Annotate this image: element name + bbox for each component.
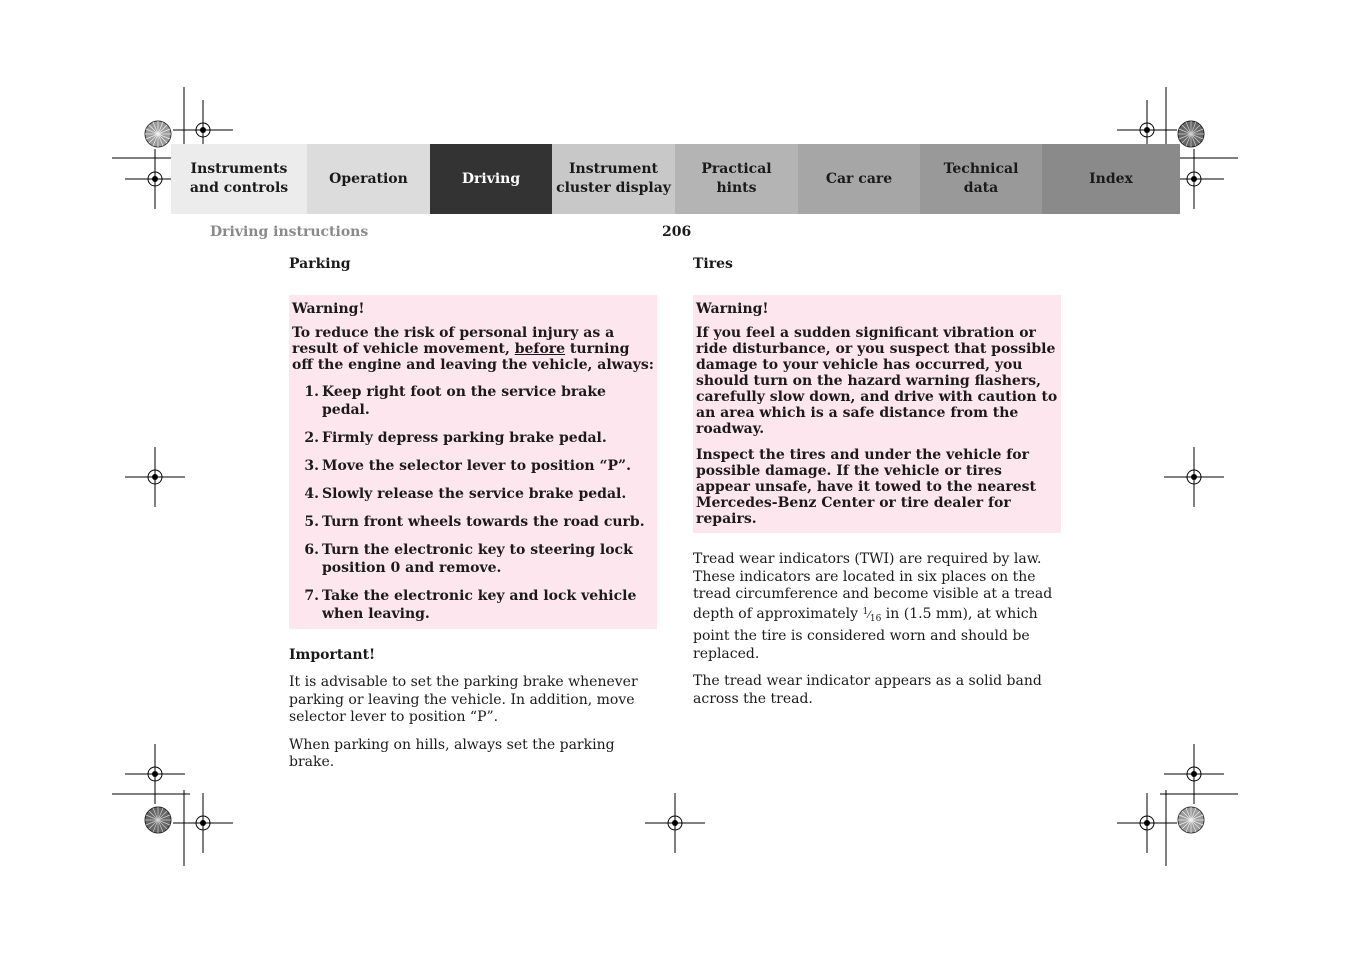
tab-instruments-and-controls[interactable] xyxy=(171,144,307,214)
step-number: 4 . xyxy=(292,485,322,503)
list-item xyxy=(292,513,654,531)
tab-technical-data[interactable] xyxy=(920,144,1042,214)
step-text: Slowly release the service brake pedal. xyxy=(322,486,627,502)
tab-instrument-cluster-display[interactable] xyxy=(552,144,675,214)
warning-title: Warning! xyxy=(696,301,769,317)
tab-label: Instruments and controls xyxy=(189,161,289,196)
list-item xyxy=(292,429,654,447)
warning-intro-text: To reduce the risk of personal injury as a result of vehicle movement, xyxy=(292,325,615,357)
fraction xyxy=(862,606,882,624)
page-number: 206 xyxy=(662,224,692,240)
warning-intro-underlined: before xyxy=(514,341,566,357)
step-text: Turn front wheels towards the road curb. xyxy=(322,514,645,530)
tab-label: Instrument cluster display xyxy=(556,161,671,196)
parking-heading: Parking xyxy=(289,256,351,272)
list-item xyxy=(292,541,654,577)
step-number: 6 . xyxy=(292,541,322,577)
step-text: Keep right foot on the service brake pedal. xyxy=(322,384,606,418)
parking-column xyxy=(289,256,657,782)
chapter-tab-bar xyxy=(171,144,1180,214)
tab-label: Car care xyxy=(825,170,893,187)
step-text: Turn the electronic key to steering lock position 0 and remove. xyxy=(322,542,633,576)
tires-column xyxy=(693,256,1061,718)
step-number: 2 . xyxy=(292,429,322,447)
warning-paragraph: Inspect the tires and under the vehicle for possible damage. If the vehicle or tires appear unsafe, have it towed to the nearest Mercedes-Benz Center or tire dealer for repairs. xyxy=(696,447,1037,527)
parking-warning-box xyxy=(289,295,657,629)
hill-parking-paragraph: When parking on hills, always set the parking brake. xyxy=(289,736,615,770)
fraction-denominator: 16 xyxy=(869,613,882,624)
step-number: 3 . xyxy=(292,457,322,475)
tab-index[interactable] xyxy=(1042,144,1180,214)
tab-operation[interactable] xyxy=(307,144,430,214)
tread-wear-text-end: in (1.5 mm), at which point the tire is considered worn and should be replaced. xyxy=(693,605,1038,662)
tread-wear-text: Tread wear indicators (TWI) are required by law. These indicators are located in six places on the tread circumference and become visible at a tread depth of approximately xyxy=(693,551,1053,622)
parking-steps-list xyxy=(292,383,654,623)
step-number: 5 . xyxy=(292,513,322,531)
list-item xyxy=(292,587,654,623)
step-text: Move the selector lever to position “P”. xyxy=(322,458,631,474)
list-item xyxy=(292,383,654,419)
step-text: Take the electronic key and lock vehicle when leaving. xyxy=(322,588,637,622)
tires-heading: Tires xyxy=(693,256,733,272)
warning-paragraph: If you feel a sudden significant vibration or ride disturbance, or you suspect that possible damage to your vehicle has occurred, you should turn on the hazard warning flashers, carefully slow down, and drive with caution to an area which is a safe distance from the roadway. xyxy=(696,325,1058,437)
tab-label: Driving xyxy=(461,170,521,187)
step-text: Firmly depress parking brake pedal. xyxy=(322,430,607,446)
important-heading: Important! xyxy=(289,647,376,663)
tread-wear-paragraph xyxy=(693,551,1061,663)
tab-label: Index xyxy=(1089,170,1133,187)
step-number: 1 . xyxy=(292,383,322,419)
fraction-numerator: 1 xyxy=(862,606,869,617)
important-paragraph: It is advisable to set the parking brake whenever parking or leaving the vehicle. In addition, move selector lever to position “P”. xyxy=(289,674,638,725)
tab-label: Practical hints xyxy=(701,161,772,196)
fraction-slash: ⁄ xyxy=(868,609,870,621)
tab-practical-hints[interactable] xyxy=(675,144,798,214)
tab-label: Technical data xyxy=(943,161,1019,196)
list-item xyxy=(292,457,654,475)
step-number: 7 . xyxy=(292,587,322,623)
running-header-section: Driving instructions xyxy=(210,224,369,240)
tab-driving[interactable] xyxy=(430,144,552,214)
tires-warning-box xyxy=(693,295,1061,533)
warning-intro-text-end: turning off the engine and leaving the vehicle, always: xyxy=(292,341,654,373)
warning-intro xyxy=(292,325,654,373)
tread-indicator-paragraph: The tread wear indicator appears as a solid band across the tread. xyxy=(693,673,1042,707)
warning-title: Warning! xyxy=(292,301,365,317)
list-item xyxy=(292,485,654,503)
tab-car-care[interactable] xyxy=(798,144,920,214)
tab-label: Operation xyxy=(329,170,408,187)
